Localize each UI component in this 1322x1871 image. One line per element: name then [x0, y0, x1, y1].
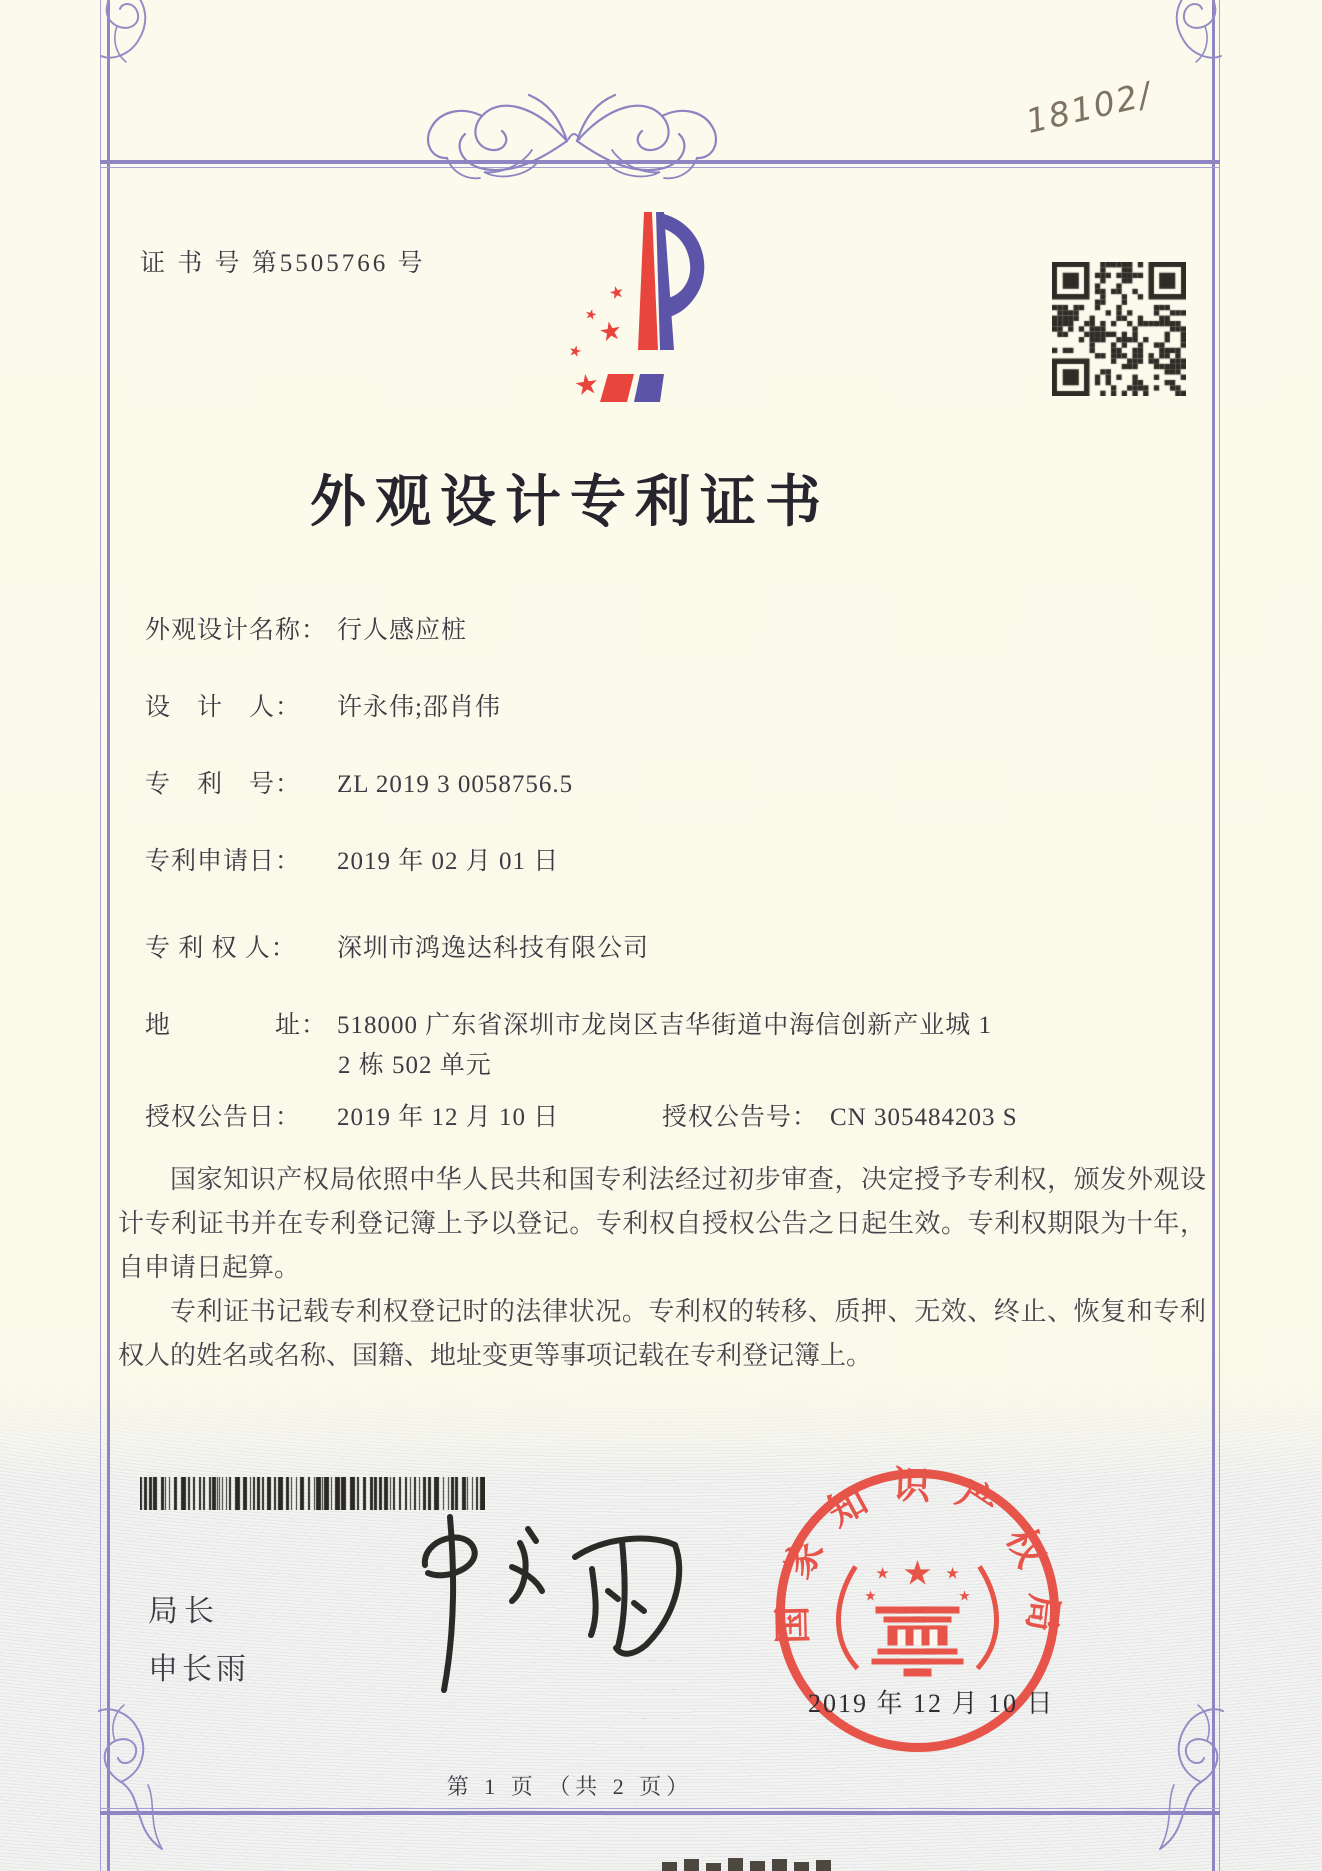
field-value: 2019 年 02 月 01 日: [337, 848, 560, 875]
frame-left-outer-line: [100, 0, 101, 1871]
certificate-number: 证 书 号 第5505766 号: [140, 250, 426, 277]
field-value: 2019 年 12 月 10 日: [337, 1104, 560, 1131]
field-value: CN 305484203 S: [830, 1104, 1018, 1131]
seal-text: 国家知识产权局: [771, 1464, 1065, 1657]
frame-bottom-line: [100, 1811, 1220, 1815]
field-patent-number: [145, 764, 573, 800]
star-icon: ★: [945, 1563, 960, 1583]
field-label: 地 址：: [145, 1012, 328, 1039]
field-label: 专利申请日：: [145, 848, 302, 875]
national-emblem: [839, 1554, 997, 1677]
clipped-bottom-text: [662, 1852, 862, 1871]
field-design-name: [145, 610, 467, 646]
field-value: ZL 2019 3 0058756.5: [337, 771, 574, 798]
star-icon: ★: [875, 1563, 890, 1583]
top-center-flourish-ornament: [382, 86, 762, 192]
field-address: [145, 1005, 992, 1041]
field-label: 授权公告日：: [145, 1104, 302, 1131]
star-icon: ★: [864, 1588, 877, 1605]
field-label: 外观设计名称：: [145, 617, 328, 644]
star-icon: ★: [566, 340, 584, 362]
qr-code: [1052, 262, 1186, 396]
logo-red-spike: [638, 212, 658, 350]
bottom-right-corner-ornament: [1142, 1695, 1232, 1855]
field-value-line2: 2 栋 502 单元: [338, 1052, 492, 1079]
field-address-line2: [338, 1045, 492, 1081]
page-number-footer: 第 1 页 （共 2 页）: [446, 1774, 694, 1799]
logo-red-leg: [600, 374, 634, 402]
field-grant-number: [662, 1097, 1018, 1133]
star-icon: ★: [606, 281, 627, 305]
frame-bottom-line-thin: [100, 1808, 1220, 1809]
field-designer: [145, 687, 501, 723]
director-title-label: 局长: [148, 1595, 220, 1628]
star-icon: ★: [902, 1553, 933, 1594]
director-signature: [370, 1505, 700, 1705]
handwritten-number: 18102/: [1022, 74, 1156, 141]
field-grant-date: [145, 1097, 559, 1133]
page-title: 外观设计专利证书: [310, 472, 830, 534]
frame-left-inner-line: [107, 0, 110, 1871]
field-label: 设 计 人：: [145, 694, 302, 721]
field-value: 行人感应桩: [337, 617, 468, 644]
star-icon: ★: [596, 315, 625, 349]
frame-right-outer-line: [1219, 0, 1220, 1871]
cnipa-logo: [468, 198, 708, 408]
field-label: 专 利 号：: [145, 771, 302, 798]
field-patentee: [145, 928, 649, 964]
field-label: 授权公告号：: [662, 1104, 819, 1131]
star-icon: ★: [571, 366, 602, 403]
top-right-corner-ornament: [1140, 0, 1230, 72]
field-value-line1: 518000 广东省深圳市龙岗区吉华街道中海信创新产业城 1: [337, 1012, 993, 1039]
top-left-corner-ornament: [92, 0, 182, 72]
bottom-left-corner-ornament: [90, 1695, 180, 1855]
logo-blue-leg: [634, 374, 664, 402]
star-icon: ★: [583, 305, 599, 325]
legal-text: [118, 1158, 1206, 1378]
field-value: 深圳市鸿逸达科技有限公司: [337, 935, 650, 962]
seal-date: 2019 年 12 月 10 日: [808, 1689, 1055, 1718]
legal-paragraph-1: 国家知识产权局依照中华人民共和国专利法经过初步审查，决定授予专利权，颁发外观设计专利证书并在专利登记簿上予以登记。专利权自授权公告之日起生效。专利权期限为十年，自申请日起算。: [118, 1165, 1206, 1282]
logo-blue-spike: [656, 212, 674, 350]
frame-right-inner-line: [1212, 0, 1215, 1871]
director-name: 申长雨: [148, 1653, 250, 1686]
field-filing-date: [145, 841, 559, 877]
legal-paragraph-2: 专利证书记载专利权登记时的法律状况。专利权的转移、质押、无效、终止、恢复和专利权人的姓名或名称、国籍、地址变更等事项记载在专利登记簿上。: [118, 1297, 1206, 1370]
field-label: 专 利 权 人：: [145, 935, 297, 962]
field-value: 许永伟;邵肖伟: [337, 694, 501, 721]
star-icon: ★: [958, 1588, 971, 1605]
